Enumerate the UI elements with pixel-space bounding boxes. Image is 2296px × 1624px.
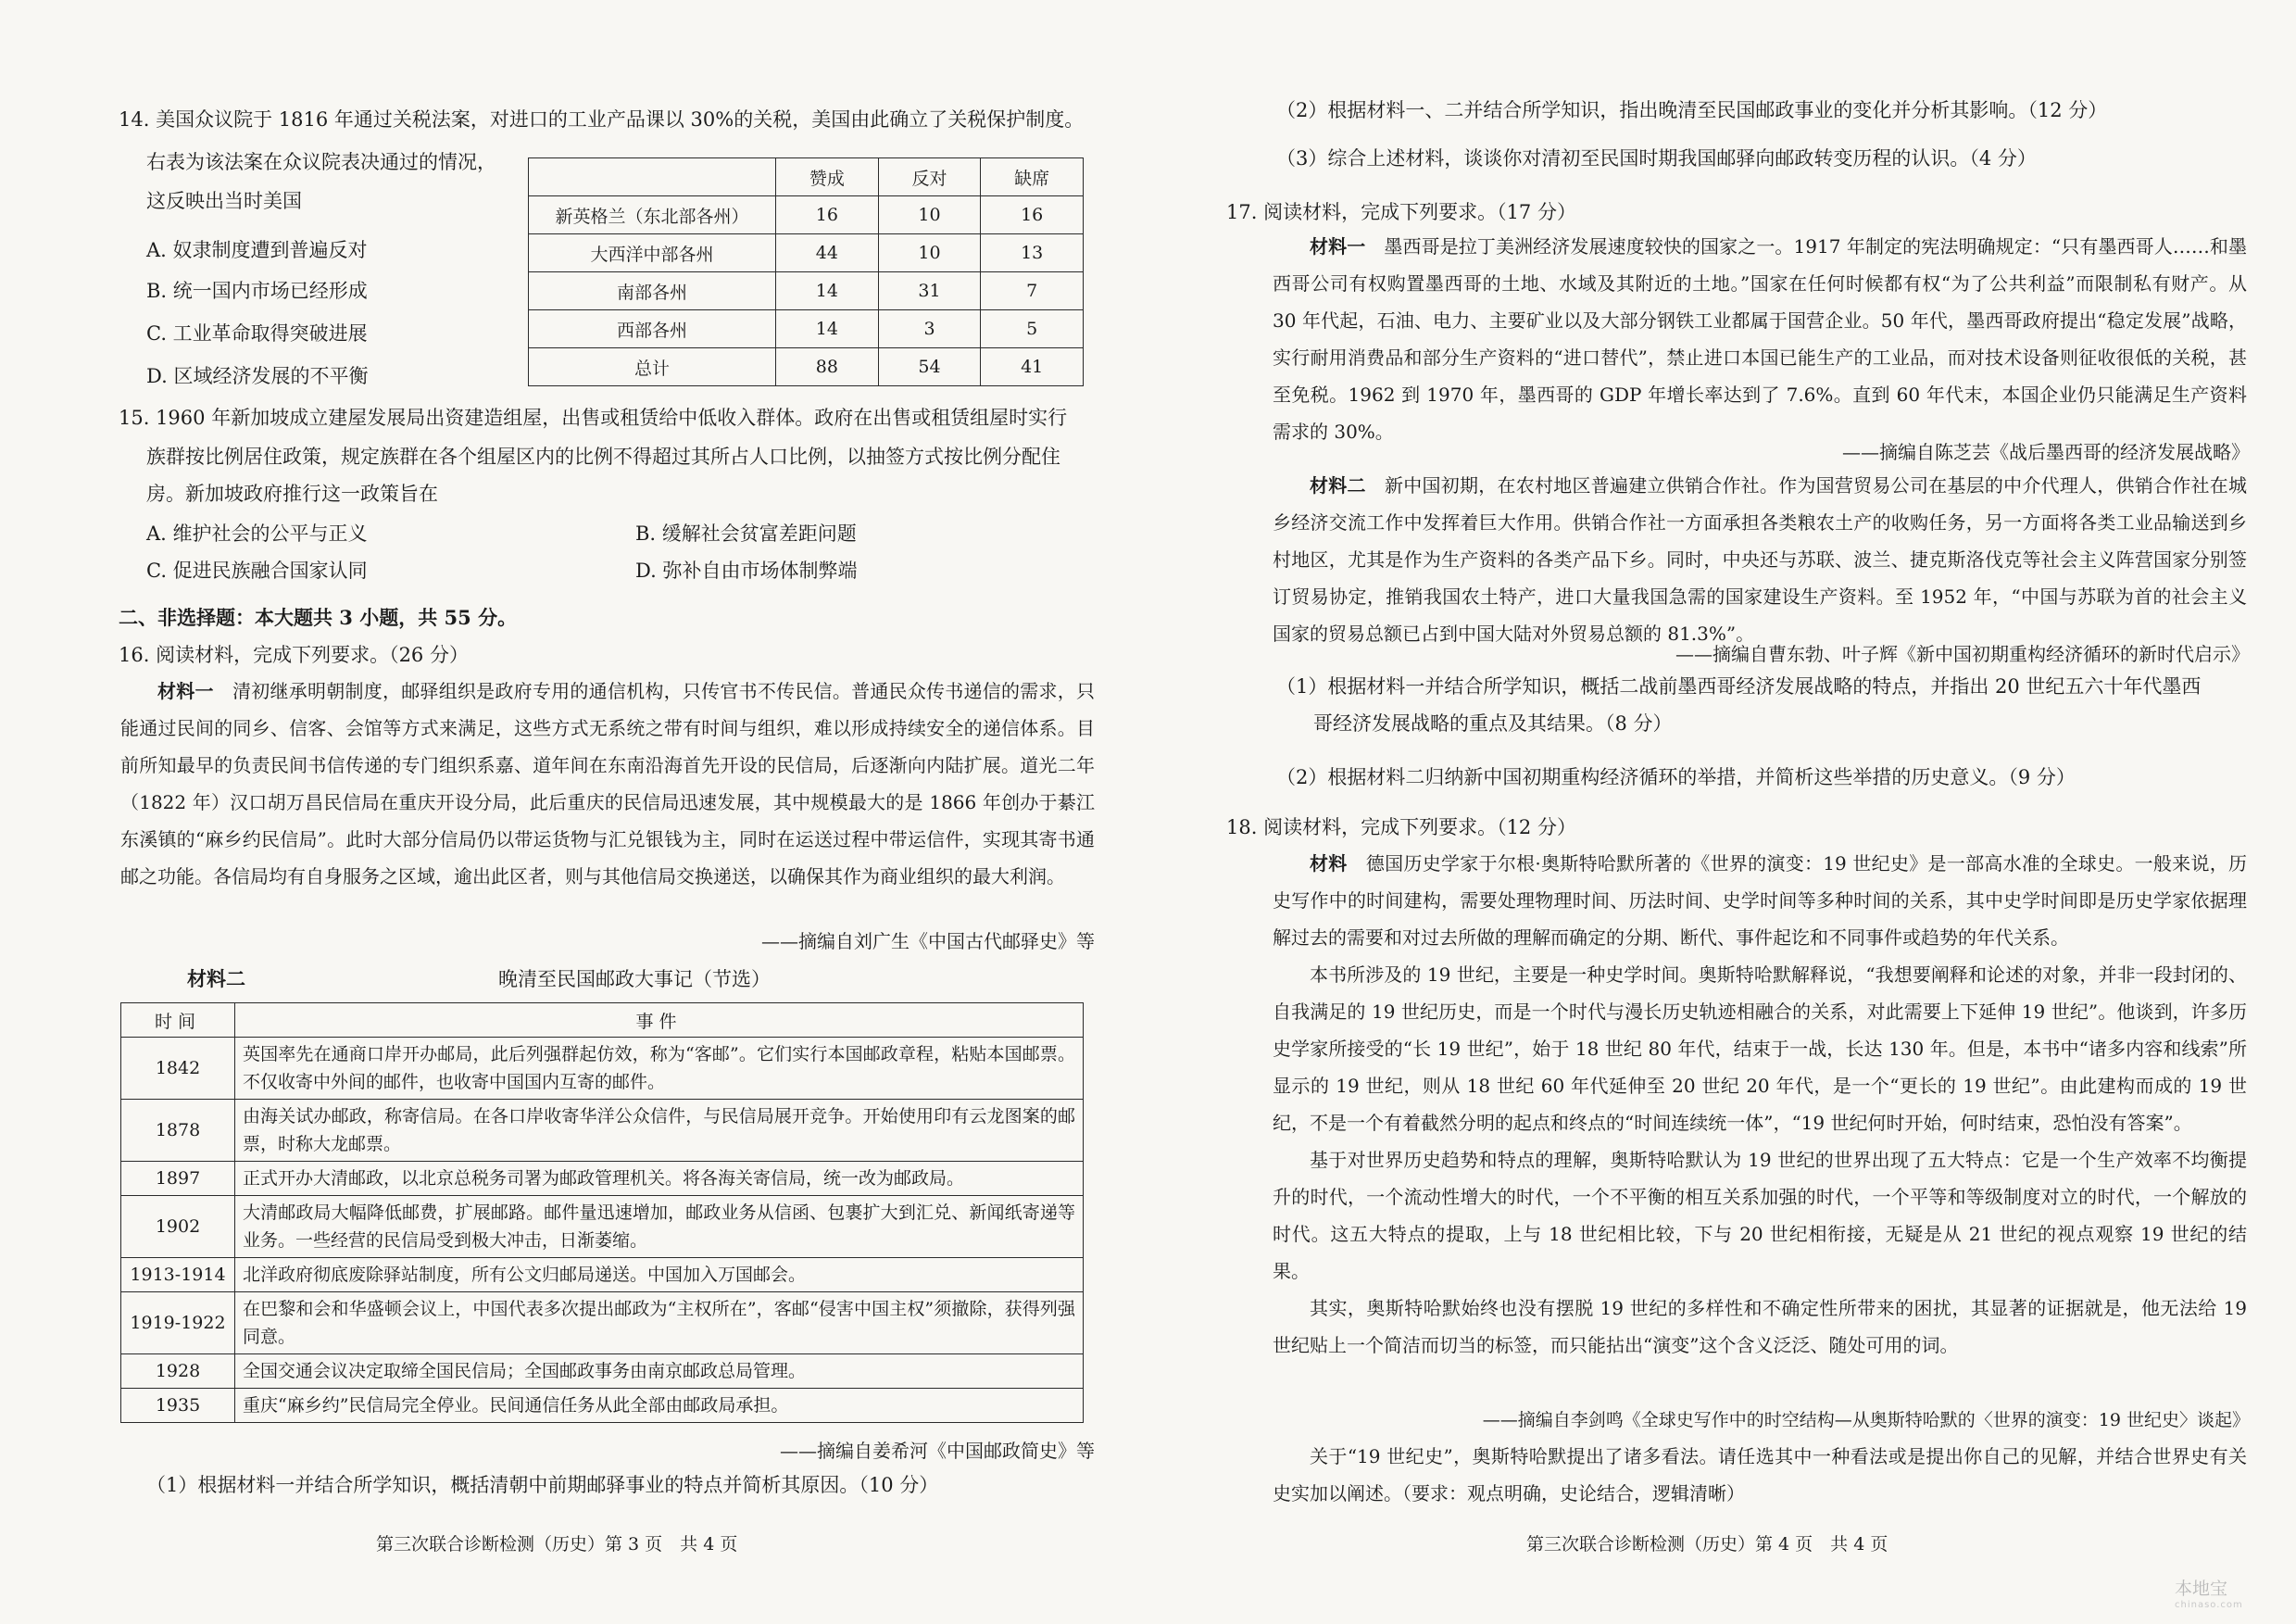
event-text: 大清邮政局大幅降低邮费，扩展邮路。邮件量迅速增加，邮政业务从信函、包裹扩大到汇兑、新闻纸寄递等业务。一些经营的民信局受到极大冲击，日渐萎缩。 (235, 1196, 1084, 1258)
q15-line-3: 房。新加坡政府推行这一政策旨在 (146, 483, 438, 505)
q17-material-1-label: 材料一 (1310, 235, 1366, 258)
event-text: 全国交通会议决定取缔全国民信局；全国邮政事务由南京邮政总局管理。 (235, 1354, 1084, 1389)
q18-task-text: 关于“19 世纪史”，奥斯特哈默提出了诸多看法。请任选其中一种看法或是提出你自己的见解，并结合世界史有关史实加以阐述。（要求：观点明确，史论结合，逻辑清晰） (1273, 1445, 2247, 1504)
q16-material-1-label: 材料一 (157, 680, 214, 702)
q16-material-1 (120, 673, 1095, 895)
q18-material (1273, 845, 2247, 1364)
events-header-time: 时间 (121, 1003, 235, 1038)
q18-material-label: 材料 (1310, 852, 1348, 875)
vote-cell: 44 (776, 234, 879, 272)
event-year: 1913-1914 (121, 1258, 235, 1292)
event-text: 在巴黎和会和华盛顿会议上，中国代表多次提出邮政为“主权所在”，客邮“侵害中国主权”须撤除，获得列强同意。 (235, 1292, 1084, 1354)
q16-material-2-label: 材料二 (187, 967, 245, 990)
q16-sub-question-1: （1）根据材料一并结合所学知识，概括清朝中前期邮驿事业的特点并简析其原因。（10 分） (146, 1474, 939, 1496)
vote-cell: 16 (776, 196, 879, 234)
table-row (121, 1389, 1084, 1423)
event-text: 由海关试办邮政，称寄信局。在各口岸收寄华洋公众信件，与民信局展开竞争。开始使用印有云龙图案的邮票，时称大龙邮票。 (235, 1100, 1084, 1162)
vote-cell: 41 (981, 348, 1084, 386)
q18-source: ——摘编自李剑鸣《全球史写作中的时空结构—从奥斯特哈默的〈世界的演变：19 世纪史〉谈起》 (1482, 1410, 2250, 1430)
table-row (121, 1354, 1084, 1389)
q18-paragraph-3: 基于对世界历史趋势和特点的理解，奥斯特哈默认为 19 世纪的世界出现了五大特点：它是一个生产效率不均衡提升的时代，一个流动性增大的时代，一个不平衡的相互关系加强的时代，一个平等和等级制度对立的时代，一个解放的时代。这五大特点的提取，上与 18 世纪相比较，下与 20 世纪相衔接，无疑是从 21 世纪的视点观察 19 世纪的结果。 (1273, 1149, 2247, 1282)
q14-option-d[interactable]: D. 区域经济发展的不平衡 (146, 365, 369, 387)
q17-material-2-source: ——摘编自曹东勃、叶子辉《新中国初期重构经济循环的新时代启示》 (1675, 643, 2250, 665)
right-page (1148, 0, 2296, 1624)
events-table (120, 1002, 1084, 1423)
event-year: 1878 (121, 1100, 235, 1162)
q18-title: 18. 阅读材料，完成下列要求。（12 分） (1226, 816, 1576, 838)
vote-cell: 31 (878, 272, 981, 310)
vote-cell: 10 (878, 234, 981, 272)
right-page-footer: 第三次联合诊断检测（历史）第 4 页 共 4 页 (1526, 1534, 1888, 1555)
table-row (121, 1100, 1084, 1162)
table-row (529, 272, 1084, 310)
vote-header-region (529, 158, 776, 196)
q16-sub-question-3: （3）综合上述材料，谈谈你对清初至民国时期我国邮驿向邮政转变历程的认识。（4 分） (1276, 147, 2037, 170)
vote-cell: 3 (878, 310, 981, 348)
q17-material-2 (1273, 467, 2247, 652)
vote-cell: 5 (981, 310, 1084, 348)
q17-material-1-source: ——摘编自陈芝芸《战后墨西哥的经济发展战略》 (1842, 441, 2250, 463)
q17-sub-question-1-line-1: （1）根据材料一并结合所学知识，概括二战前墨西哥经济发展战略的特点，并指出 20 世纪五六十年代墨西 (1276, 675, 2202, 698)
q17-material-2-label: 材料二 (1310, 474, 1366, 497)
table-row (529, 348, 1084, 386)
table-row (529, 310, 1084, 348)
table-row (529, 196, 1084, 234)
q16-title: 16. 阅读材料，完成下列要求。（26 分） (119, 644, 469, 666)
table-row (121, 1038, 1084, 1100)
section-2-heading: 二、非选择题：本大题共 3 小题，共 55 分。 (119, 606, 518, 629)
q17-sub-question-1-line-2: 哥经济发展战略的重点及其结果。（8 分） (1313, 712, 1673, 735)
q15-option-b[interactable]: B. 缓解社会贫富差距问题 (635, 522, 857, 545)
vote-cell: 10 (878, 196, 981, 234)
q15-option-a[interactable]: A. 维护社会的公平与正义 (146, 522, 368, 545)
q17-sub-question-2: （2）根据材料二归纳新中国初期重构经济循环的举措，并简析这些举措的历史意义。（9 分） (1276, 766, 2076, 788)
vote-table-header (529, 158, 1084, 196)
q18-paragraph-1: 德国历史学家于尔根·奥斯特哈默所著的《世界的演变：19 世纪史》是一部高水准的全球史。一般来说，历史写作中的时间建构，需要处理物理时间、历法时间、史学时间等多种时间的关系，其中史学时间即是历史学家依据理解过去的需要和对过去所做的理解而确定的分期、断代、事件起讫和不同事件或趋势的年代关系。 (1273, 852, 2248, 949)
event-text: 正式开办大清邮政，以北京总税务司署为邮政管理机关。将各海关寄信局，统一改为邮政局。 (235, 1162, 1084, 1196)
event-text: 重庆“麻乡约”民信局完全停业。民间通信任务从此全部由邮政局承担。 (235, 1389, 1084, 1423)
q17-title: 17. 阅读材料，完成下列要求。（17 分） (1226, 201, 1576, 223)
vote-cell: 54 (878, 348, 981, 386)
q18-paragraph-4: 其实，奥斯特哈默始终也没有摆脱 19 世纪的多样性和不确定性所带来的困扰，其显著的证据就是，他无法给 19 世纪贴上一个简洁而切当的标签，而只能拈出“演变”这个含义泛泛、随处可用的词。 (1273, 1297, 2247, 1356)
vote-cell: 7 (981, 272, 1084, 310)
vote-cell: 88 (776, 348, 879, 386)
q15-line-1: 15. 1960 年新加坡成立建屋发展局出资建造组屋，出售或租赁给中低收入群体。政府在出售或租赁组屋时实行 (119, 407, 1068, 429)
events-header-event: 事件 (235, 1003, 1084, 1038)
vote-cell: 14 (776, 310, 879, 348)
table-row (121, 1292, 1084, 1354)
q16-sub-question-2: （2）根据材料一、二并结合所学知识，指出晚清至民国邮政事业的变化并分析其影响。（12 分） (1276, 99, 2108, 121)
q18-task (1273, 1438, 2247, 1512)
event-year: 1902 (121, 1196, 235, 1258)
q14-lead-line-1: 右表为该法案在众议院表决通过的情况， (146, 151, 496, 173)
table-row (121, 1258, 1084, 1292)
watermark-logo-text: 本地宝 (2175, 1579, 2228, 1599)
vote-header-for: 赞成 (776, 158, 879, 196)
region-cell: 南部各州 (529, 272, 776, 310)
region-cell: 西部各州 (529, 310, 776, 348)
q14-lead-line-2: 这反映出当时美国 (146, 190, 302, 212)
q14-stem: 14. 美国众议院于 1816 年通过关税法案，对进口的工业产品课以 30%的关税，美国由此确立了关税保护制度。 (119, 108, 1085, 131)
event-year: 1928 (121, 1354, 235, 1389)
events-table-header (121, 1003, 1084, 1038)
region-cell: 新英格兰（东北部各州） (529, 196, 776, 234)
watermark-logo (2175, 1575, 2243, 1610)
q17-material-1 (1273, 228, 2247, 450)
q14-option-c[interactable]: C. 工业革命取得突破进展 (146, 322, 368, 345)
q15-line-2: 族群按比例居住政策，规定族群在各个组屋区内的比例不得超过其所占人口比例，以抽签方式按比例分配住 (146, 446, 1060, 468)
vote-cell: 13 (981, 234, 1084, 272)
q15-option-d[interactable]: D. 弥补自由市场体制弊端 (635, 560, 858, 582)
q16-material-1-text: 清初继承明朝制度，邮驿组织是政府专用的通信机构，只传官书不传民信。普通民众传书递信的需求，只能通过民间的同乡、信客、会馆等方式来满足，这些方式无系统之带有时间与组织，难以形成持续安全的递信体系。目前所知最早的负责民间书信传递的专门组织系嘉、道年间在东南沿海首先开设的民信局，后逐渐向内陆扩展。道光二年（1822 年）汉口胡万昌民信局在重庆开设分局，此后重庆的民信局迅速发展，其中规模最大的是 1866 年创办于綦江东溪镇的“麻乡约民信局”。此时大部分信局仍以带运货物与汇兑银钱为主，同时在运送过程中带运信件，实现其寄书通邮之功能。各信局均有自身服务之区域，逾出此区者，则与其他信局交换递送，以确保其作为商业组织的最大利润。 (120, 680, 1096, 888)
vote-cell: 16 (981, 196, 1084, 234)
event-year: 1919-1922 (121, 1292, 235, 1354)
q15-option-c[interactable]: C. 促进民族融合国家认同 (146, 560, 368, 582)
q17-material-2-text: 新中国初期，在农村地区普遍建立供销合作社。作为国营贸易公司在基层的中介代理人，供销合作社在城乡经济交流工作中发挥着巨大作用。供销合作社一方面承担各类粮农土产的收购任务，另一方面将各类工业品输送到乡村地区，尤其是作为生产资料的各类产品下乡。同时，中央还与苏联、波兰、捷克斯洛伐克等社会主义阵营国家分别签订贸易协定，推销我国农土特产，进口大量我国急需的国家建设生产资料。至 1952 年，“中国与苏联为首的社会主义国家的贸易总额已占到中国大陆对外贸易总额的 81.3%”。 (1273, 474, 2248, 645)
watermark-sub-text: chinaso.com (2175, 1600, 2243, 1610)
q16-material-1-source: ——摘编自刘广生《中国古代邮驿史》等 (761, 930, 1095, 952)
region-cell: 总计 (529, 348, 776, 386)
event-text: 英国率先在通商口岸开办邮局，此后列强群起仿效，称为“客邮”。它们实行本国邮政章程，粘贴本国邮票。不仅收寄中外间的邮件，也收寄中国国内互寄的邮件。 (235, 1038, 1084, 1100)
q16-material-2-source: ——摘编自姜希河《中国邮政简史》等 (780, 1440, 1095, 1462)
q17-material-1-text: 墨西哥是拉丁美洲经济发展速度较快的国家之一。1917 年制定的宪法明确规定：“只有墨西哥人……和墨西哥公司有权购置墨西哥的土地、水域及其附近的土地。”国家在任何时候都有权“为了公共利益”而限制私有财产。从 30 年代起，石油、电力、主要矿业以及大部分钢铁工业都属于国营企业。50 年代，墨西哥政府提出“稳定发展”战略，实行耐用消费品和部分生产资料的“进口替代”，禁止进口本国已能生产的工业品，而对技术设备则征收很低的关税，甚至免税。1962 到 1970 年，墨西哥的 GDP 年增长率达到了 7.6%。直到 60 年代末，本国企业仍只能满足生产资料需求的 30%。 (1273, 235, 2248, 443)
vote-header-against: 反对 (878, 158, 981, 196)
region-cell: 大西洋中部各州 (529, 234, 776, 272)
event-year: 1935 (121, 1389, 235, 1423)
q16-material-2-title: 晚清至民国邮政大事记（节选） (498, 968, 771, 990)
vote-cell: 14 (776, 272, 879, 310)
left-page-footer: 第三次联合诊断检测（历史）第 3 页 共 4 页 (376, 1534, 738, 1555)
vote-header-absent: 缺席 (981, 158, 1084, 196)
vote-table (528, 157, 1084, 386)
table-row (121, 1196, 1084, 1258)
table-row (529, 234, 1084, 272)
q18-paragraph-2: 本书所涉及的 19 世纪，主要是一种史学时间。奥斯特哈默解释说，“我想要阐释和论述的对象，并非一段封闭的、自我满足的 19 世纪历史，而是一个时代与漫长历史轨迹相融合的关系，对此需要上下延伸 19 世纪”。他谈到，许多历史学家所接受的“长 19 世纪”，始于 18 世纪 80 年代，结束于一战，长达 130 年。但是，本书中“诸多内容和线索”所显示的 19 世纪，则从 18 世纪 60 年代延伸至 20 世纪 20 年代，是一个“更长的 19 世纪”。由此建构而成的 19 世纪，不是一个有着截然分明的起点和终点的“时间连续统一体”，“19 世纪何时开始，何时结束，恐怕没有答案”。 (1273, 963, 2247, 1134)
event-year: 1842 (121, 1038, 235, 1100)
q14-option-a[interactable]: A. 奴隶制度遭到普遍反对 (146, 239, 368, 261)
event-year: 1897 (121, 1162, 235, 1196)
q14-option-b[interactable]: B. 统一国内市场已经形成 (146, 280, 368, 302)
event-text: 北洋政府彻底废除驿站制度，所有公文归邮局递送。中国加入万国邮会。 (235, 1258, 1084, 1292)
table-row (121, 1162, 1084, 1196)
